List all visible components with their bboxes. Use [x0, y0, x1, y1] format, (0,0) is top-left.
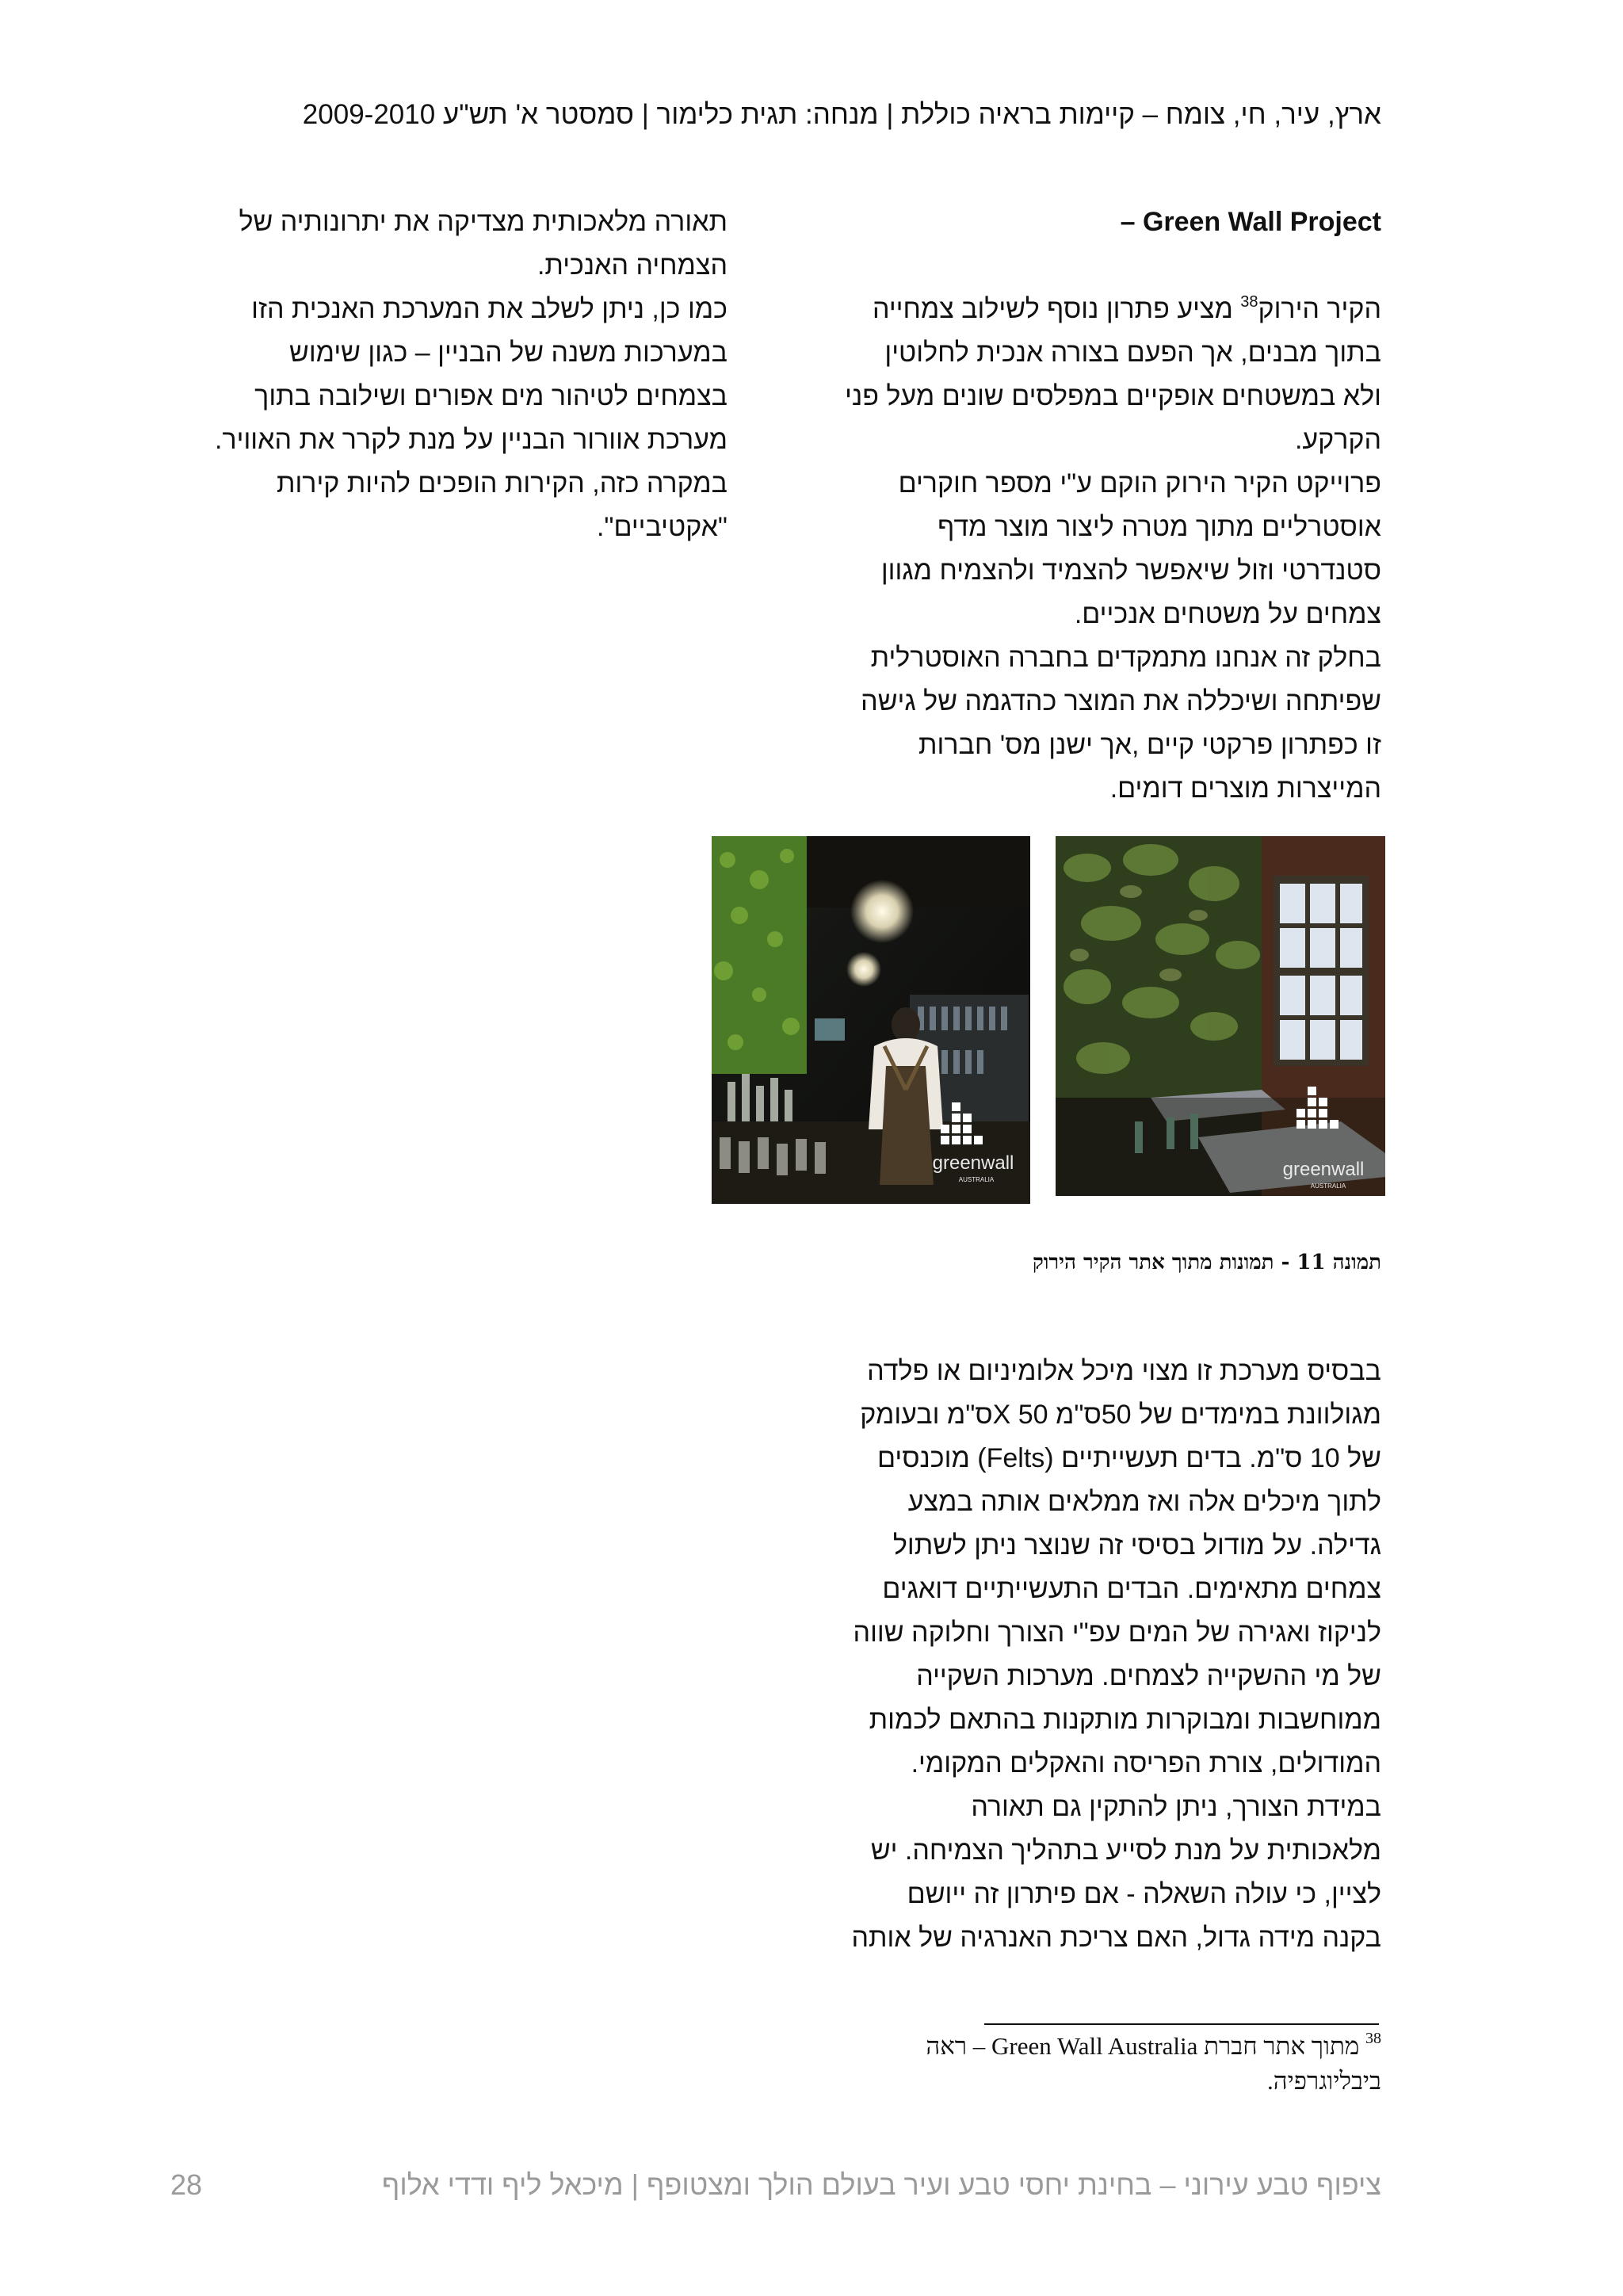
section-title-en: Green Wall Project — [1142, 207, 1381, 237]
text-line: במידת הצורך, ניתן להתקין גם תאורה — [971, 1792, 1381, 1822]
paragraph-focus — [827, 636, 1381, 811]
text-line: מערכת אוורור הבניין על מנת לקרר את האוויר. — [215, 425, 727, 455]
footnote-ref[interactable]: 38 — [1240, 293, 1258, 311]
text-line: צמחים על משטחים אנכיים. — [1074, 599, 1381, 629]
text-line: זו כפתרון פרקטי קיים ,אך ישנן מס' חברות — [918, 730, 1381, 760]
text-line: בצמחים לטיהור מים אפורים ושילובה בתוך — [254, 381, 727, 411]
figure-caption: תמונה 11 - תמונות מתוך אתר הקיר הירוק — [1032, 1251, 1381, 1274]
text-line: מלאכותית על מנת לסייע בתהליך הצמיחה. יש — [870, 1836, 1381, 1866]
section-green-wall — [827, 201, 1381, 811]
logo-text: greenwall — [1282, 1159, 1365, 1180]
text-line: בקנה מידה גדול, האם צריכת האנרגיה של אותה — [851, 1923, 1381, 1953]
text-line: המודולים, צורת הפריסה והאקלים המקומי. — [911, 1748, 1381, 1778]
text-line: סטנדרטי וזול שיאפשר להצמיד ולהצמיח מגוון — [880, 556, 1381, 586]
footnote-number: 38 — [1365, 2030, 1381, 2047]
text-line: לניקוז ואגירה של המים עפ"י הצורך וחלוקה שווה — [853, 1618, 1381, 1648]
text-line: של מי ההשקייה לצמחים. מערכות השקייה — [916, 1661, 1381, 1691]
text-line: לתוך מיכלים אלה ואז ממלאים אותה במצע — [907, 1487, 1381, 1517]
text-line: בבסיס מערכת זו מצוי מיכל אלומיניום או פלדה — [867, 1356, 1381, 1386]
photo-restaurant-green-wall — [1056, 836, 1385, 1196]
text-line: אוסטרליים מתוך מטרה ליצור מוצר מדף — [938, 512, 1381, 542]
page-number: 28 — [170, 2168, 203, 2201]
text-line: במקרה כזה, הקירות הופכים להיות קירות — [276, 468, 727, 499]
photo-bar-green-wall — [712, 836, 1030, 1204]
paragraph-left — [173, 201, 727, 549]
paragraph-intro — [827, 288, 1381, 462]
left-column — [173, 201, 727, 549]
logo-subtext: AUSTRALIA — [1310, 1182, 1346, 1190]
footnote-divider — [984, 2023, 1379, 2025]
logo-text: greenwall — [932, 1152, 1014, 1174]
section-title-dash: – — [1120, 207, 1136, 237]
paragraph-system — [827, 1350, 1381, 1960]
text-line: המייצרות מוצרים דומים. — [1109, 774, 1381, 804]
text-line: לציין, כי עולה השאלה - אם פיתרון זה ייושם — [907, 1879, 1381, 1909]
text-line: כמו כן, ניתן לשלב את המערכת האנכית הזו — [251, 294, 727, 324]
text-line: בתוך מבנים, אך הפעם בצורה אנכית לחלוטין — [884, 338, 1381, 368]
footnote-text: מתוך אתר חברת — [1197, 2032, 1365, 2060]
text-line: תאורה מלאכותית מצדיקה את יתרונותיה של — [239, 207, 727, 237]
lower-column — [827, 1350, 1381, 1960]
footer-text: ציפוף טבע עירוני – בחינת יחסי טבע ועיר בעולם הולך ומצטופף | מיכאל ליף ודדי אלוף — [381, 2168, 1381, 2201]
footnote — [890, 2029, 1381, 2099]
footnote-text-en: Green Wall Australia — [991, 2032, 1198, 2060]
section-title — [827, 201, 1381, 244]
text-line: גדילה. על מודול בסיסי זה שנוצר ניתן לשתול — [892, 1530, 1381, 1561]
paragraph-project — [827, 462, 1381, 636]
text-line: מגולוונת במימדים של 50ס"מ X 50ס"מ ובעומק — [860, 1400, 1381, 1430]
text-line: צמחים מתאימים. הבדים התעשייתיים דואגים — [882, 1574, 1381, 1604]
text-line: "אקטיביים". — [596, 512, 727, 542]
photo-bar-image — [712, 836, 1030, 1204]
para-start-text: הקיר הירוק — [1258, 294, 1381, 324]
text-line: של 10 ס"מ. בדים תעשייתיים (Felts) מוכנסים — [877, 1443, 1381, 1473]
text-line: בחלק זה אנחנו מתמקדים בחברה האוסטרלית — [870, 643, 1381, 673]
text-line: ולא במשטחים אופקיים במפלסים שונים מעל פני — [845, 381, 1381, 411]
logo-subtext: AUSTRALIA — [958, 1176, 995, 1183]
text-line: פרוייקט הקיר הירוק הוקם ע"י מספר חוקרים — [898, 468, 1381, 499]
text-line: במערכות משנה של הבניין – כגון שימוש — [289, 338, 727, 368]
footnote-text: – ראה — [926, 2032, 992, 2060]
text-line: מציע פתרון נוסף לשילוב צמחייה — [872, 294, 1241, 324]
text-line: שפיתחה ושיכללה את המוצר כהדגמה של גישה — [861, 686, 1381, 716]
text-line: הצמחיה האנכית. — [537, 250, 727, 281]
page-header: ארץ, עיר, חי, צומח – קיימות בראיה כוללת | מנחה: תגית כלימור | סמסטר א' תש"ע 2009-2010 — [302, 99, 1381, 130]
text-line: הקרקע. — [1294, 425, 1381, 455]
photo-restaurant-image — [1056, 836, 1385, 1196]
text-line: ממוחשבות ומבוקרות מותקנות בהתאם לכמות — [869, 1705, 1381, 1735]
footnote-text: ביבליוגרפיה. — [1267, 2067, 1381, 2095]
